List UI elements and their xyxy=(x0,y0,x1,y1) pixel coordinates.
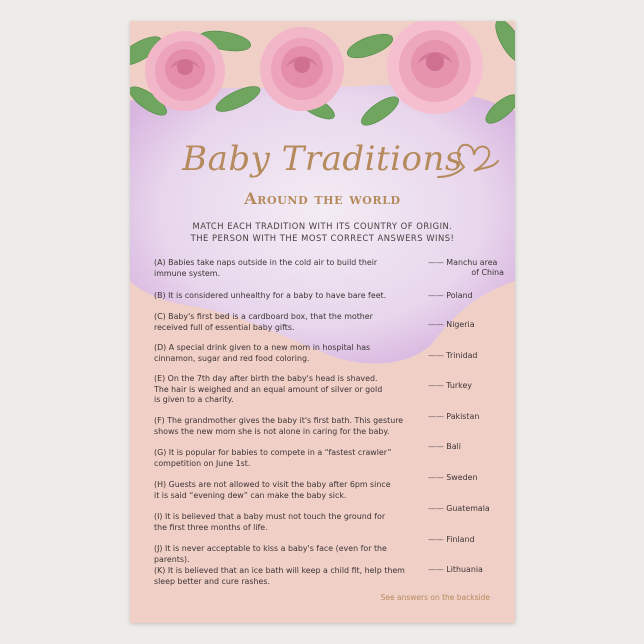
tradition-line: The hair is weighed and an equal amount of silver or gold xyxy=(154,384,383,394)
country-answer xyxy=(428,351,508,361)
tradition-line: (B) It is considered unhealthy for a baby to have bare feet. xyxy=(154,291,387,300)
rose-right xyxy=(387,21,483,114)
answer-dash: —— xyxy=(428,320,444,329)
country-name: Sweden xyxy=(446,473,478,482)
country-answer xyxy=(428,381,508,391)
tradition-item xyxy=(154,374,406,406)
country-name: Turkey xyxy=(446,381,472,390)
page-title: Baby Traditions xyxy=(182,139,463,179)
answer-dash: —— xyxy=(428,473,444,482)
country-answer xyxy=(428,258,508,278)
country-answer xyxy=(428,565,508,575)
country-answer xyxy=(428,291,508,301)
tradition-line: received full of essential baby gifts. xyxy=(154,322,295,332)
country-name: Pakistan xyxy=(446,412,480,421)
page-subtitle: Around the world xyxy=(244,189,401,208)
country-answer xyxy=(428,320,508,330)
country-name: Bali xyxy=(446,442,461,451)
tradition-item xyxy=(154,544,406,565)
tradition-line: (K) It is believed that an ice bath will keep a child fit, help them xyxy=(154,566,405,575)
tradition-line: (A) Babies take naps outside in the cold air to build their xyxy=(154,258,378,267)
country-answer xyxy=(428,535,508,545)
tradition-line: (H) Guests are not allowed to visit the baby after 6pm since xyxy=(154,480,391,489)
answer-dash: —— xyxy=(428,442,444,451)
game-card xyxy=(130,21,515,623)
answer-dash: —— xyxy=(428,535,444,544)
tradition-line: (F) The grandmother gives the baby it's first bath. This gesture xyxy=(154,416,404,425)
country-answer xyxy=(428,504,508,514)
tradition-line: immune system. xyxy=(154,268,220,278)
rose-left xyxy=(145,31,225,111)
country-name: Manchu area xyxy=(446,258,498,267)
country-name: Guatemala xyxy=(446,504,490,513)
tradition-line: (E) On the 7th day after birth the baby's head is shaved. xyxy=(154,374,378,383)
tradition-line: sleep better and cure rashes. xyxy=(154,576,270,586)
rose-middle xyxy=(260,27,344,111)
tradition-item xyxy=(154,343,406,364)
country-name: Trinidad xyxy=(446,351,478,360)
country-name: Poland xyxy=(446,291,473,300)
instructions-line-2: THE PERSON WITH THE MOST CORRECT ANSWERS WINS! xyxy=(190,233,455,243)
answer-dash: —— xyxy=(428,258,444,267)
instructions xyxy=(150,220,495,244)
country-answer xyxy=(428,473,508,483)
footnote: See answers on the backside xyxy=(380,593,490,602)
country-name: Lithuania xyxy=(446,565,483,574)
tradition-line: is given to a charity. xyxy=(154,395,234,404)
tradition-line: (C) Baby's first bed is a cardboard box, that the mother xyxy=(154,312,373,321)
tradition-line: (J) It is never acceptable to kiss a baby's face (even for the parents). xyxy=(154,544,387,564)
country-answer xyxy=(428,412,508,422)
country-answer xyxy=(428,442,508,452)
rose-border xyxy=(130,21,515,131)
tradition-line: (D) A special drink given to a new mom in hospital has xyxy=(154,343,371,352)
country-name: Nigeria xyxy=(446,320,475,329)
answer-dash: —— xyxy=(428,291,444,300)
tradition-line: it is said “evening dew” can make the baby sick. xyxy=(154,490,347,500)
tradition-item xyxy=(154,480,406,501)
country-name-continued: of China xyxy=(471,268,504,277)
answer-dash: —— xyxy=(428,504,444,513)
tradition-line: shows the new mom she is not alone in caring for the baby. xyxy=(154,426,390,436)
tradition-item xyxy=(154,512,406,533)
tradition-line: competition on June 1st. xyxy=(154,458,251,468)
answer-dash: —— xyxy=(428,381,444,390)
heart-icon xyxy=(436,137,500,183)
country-name: Finland xyxy=(446,535,475,544)
tradition-item xyxy=(154,258,406,279)
tradition-line: the first three months of life. xyxy=(154,522,268,532)
answer-dash: —— xyxy=(428,565,444,574)
answer-dash: —— xyxy=(428,412,444,421)
tradition-item xyxy=(154,448,406,469)
tradition-line: cinnamon, sugar and red food coloring. xyxy=(154,353,310,363)
tradition-item xyxy=(154,291,406,302)
tradition-line: (I) It is believed that a baby must not touch the ground for xyxy=(154,512,386,521)
answer-dash: —— xyxy=(428,351,444,360)
tradition-item xyxy=(154,312,406,333)
tradition-item xyxy=(154,566,406,587)
instructions-line-1: MATCH EACH TRADITION WITH ITS COUNTRY OF ORIGIN. xyxy=(192,221,453,231)
tradition-item xyxy=(154,416,406,437)
tradition-line: (G) It is popular for babies to compete in a “fastest crawler” xyxy=(154,448,392,457)
